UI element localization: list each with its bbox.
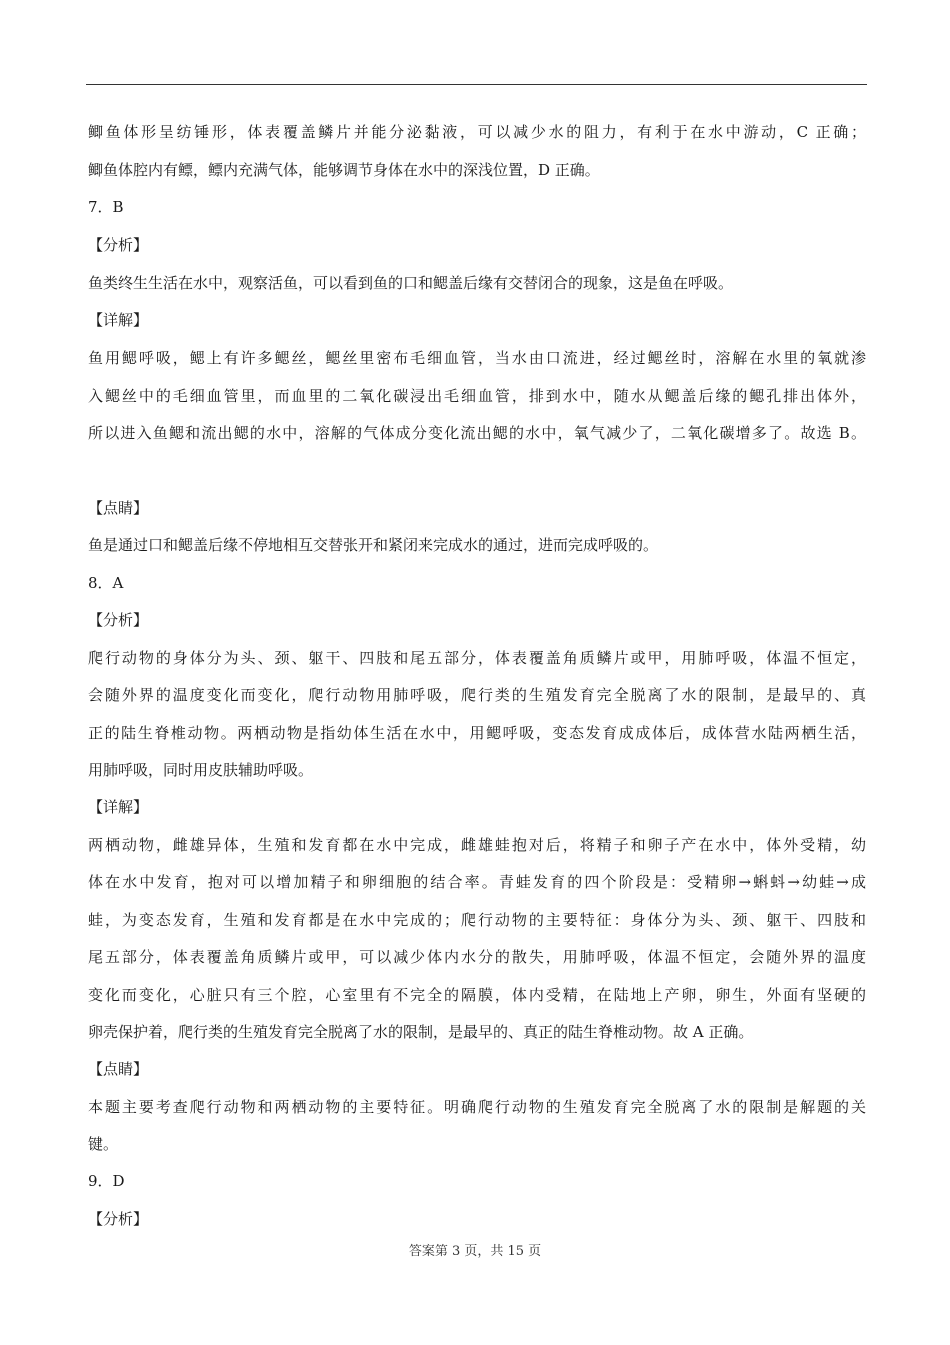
text-line: 蛙，为变态发育，生殖和发育都是在水中完成的；爬行动物的主要特征：身体分为头、颈、躯干、四肢和 [88, 911, 866, 929]
text-line: 正的陆生脊椎动物。两栖动物是指幼体生活在水中，用鳃呼吸，变态发育成成体后，成体营水陆两栖生活， [88, 724, 866, 742]
text-line: 入鳃丝中的毛细血管里，而血里的二氧化碳浸出毛细血管，排到水中，随水从鳃盖后缘的鳃孔排出体外， [88, 387, 866, 405]
text-line: 卵壳保护着，爬行类的生殖发育完全脱离了水的限制，是最早的、真正的陆生脊椎动物。故 A 正确。 [88, 1023, 754, 1041]
text-line: 鱼是通过口和鳃盖后缘不停地相互交替张开和紧闭来完成水的通过，进而完成呼吸的。 [88, 536, 659, 554]
text-line: 用肺呼吸，同时用皮肤辅助呼吸。 [88, 761, 314, 779]
text-line: 体在水中发育，抱对可以增加精子和卵细胞的结合率。青蛙发育的四个阶段是：受精卵→蝌蚪→幼蛙→成 [88, 873, 866, 891]
header-rule [86, 84, 867, 85]
question-number: 8．A [88, 574, 124, 592]
text-line: 所以进入鱼鳃和流出鳃的水中，溶解的气体成分变化流出鳃的水中，氧气减少了，二氧化碳增多了。故选 B。 [88, 424, 866, 442]
text-line: 鲫鱼体形呈纺锤形，体表覆盖鳞片并能分泌黏液，可以减少水的阻力，有利于在水中游动，C 正确； [88, 123, 866, 141]
section-heading: 【分析】 [88, 236, 149, 254]
text-line: 鱼用鳃呼吸，鳃上有许多鳃丝，鳃丝里密布毛细血管，当水由口流进，经过鳃丝时，溶解在水里的氧就渗 [88, 349, 866, 367]
text-line: 两栖动物，雌雄异体，生殖和发育都在水中完成，雌雄蛙抱对后，将精子和卵子产在水中，体外受精，幼 [88, 836, 866, 854]
question-number: 7．B [88, 198, 124, 216]
text-line: 本题主要考查爬行动物和两栖动物的主要特征。明确爬行动物的生殖发育完全脱离了水的限制是解题的关 [88, 1098, 866, 1116]
section-heading: 【点睛】 [88, 499, 149, 517]
section-heading: 【分析】 [88, 1210, 149, 1228]
text-line: 鱼类终生生活在水中，观察活鱼，可以看到鱼的口和鳃盖后缘有交替闭合的现象，这是鱼在呼吸。 [88, 274, 734, 292]
question-number: 9．D [88, 1172, 125, 1190]
text-line: 会随外界的温度变化而变化，爬行动物用肺呼吸，爬行类的生殖发育完全脱离了水的限制，是最早的、真 [88, 686, 866, 704]
page-footer: 答案第 3 页，共 15 页 [408, 1244, 542, 1259]
text-line: 尾五部分，体表覆盖角质鳞片或甲，可以减少体内水分的散失，用肺呼吸，体温不恒定，会随外界的温度 [88, 948, 866, 966]
section-heading: 【详解】 [88, 311, 149, 329]
text-line: 变化而变化，心脏只有三个腔，心室里有不完全的隔膜，体内受精，在陆地上产卵，卵生，外面有坚硬的 [88, 986, 866, 1004]
section-heading: 【点睛】 [88, 1060, 149, 1078]
section-heading: 【详解】 [88, 798, 149, 816]
text-line: 键。 [88, 1135, 119, 1153]
section-heading: 【分析】 [88, 611, 149, 629]
text-line: 爬行动物的身体分为头、颈、躯干、四肢和尾五部分，体表覆盖角质鳞片或甲，用肺呼吸，体温不恒定， [88, 649, 866, 667]
text-line: 鲫鱼体腔内有鳔，鳔内充满气体，能够调节身体在水中的深浅位置，D 正确。 [88, 161, 600, 179]
